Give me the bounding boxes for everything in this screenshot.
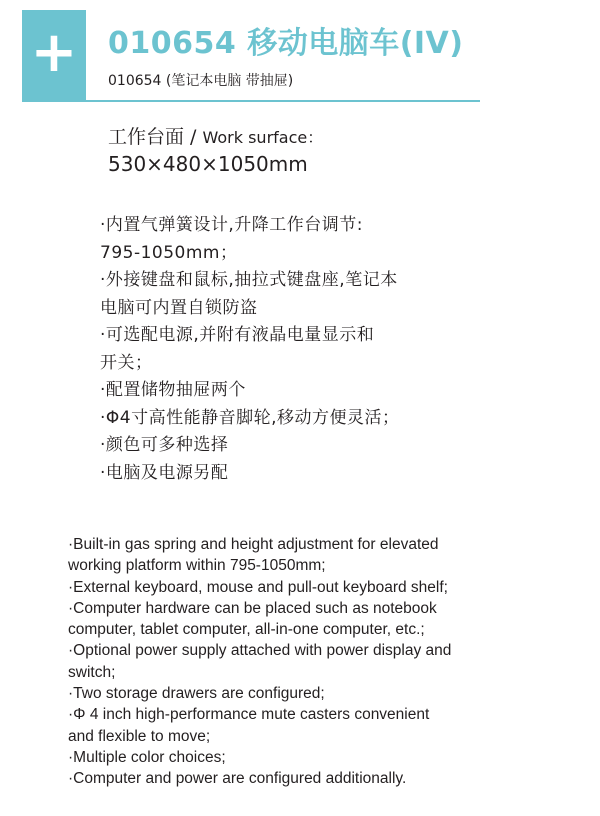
feature-cn-item: ·配置储物抽屉两个: [100, 380, 246, 400]
feature-cn-item: ·可选配电源,并附有液晶电量显示和 开关；: [100, 325, 375, 373]
feature-cn-item: ·外接键盘和鼠标,抽拉式键盘座,笔记本 电脑可内置自锁防盗: [100, 270, 398, 318]
header-accent-block: [22, 10, 86, 100]
work-surface-label-en: Work surface：: [202, 128, 324, 147]
feature-en-item: ·Two storage drawers are configured;: [68, 685, 325, 703]
product-subtitle: 010654 (笔记本电脑 带抽屉): [108, 73, 294, 89]
work-surface-label-cn: 工作台面 /: [108, 126, 203, 148]
feature-en-item: ·Built-in gas spring and height adjustment for elevated working platform within 795-1050mm;: [68, 536, 439, 575]
feature-en-item: ·Multiple color choices;: [68, 748, 226, 766]
work-surface-value: 530×480×1050mm: [108, 152, 308, 176]
feature-en-item: ·Computer hardware can be placed such as notebook computer, tablet computer, all-in-one computer, etc.;: [68, 599, 437, 639]
plus-icon: +: [30, 20, 78, 85]
features-en-list: [68, 534, 451, 790]
work-surface-label: [108, 122, 323, 149]
feature-en-item: ·Optional power supply attached with power display and switch;: [68, 642, 452, 681]
feature-cn-item: ·内置气弹簧设计,升降工作台调节: 795-1050mm；: [100, 215, 364, 263]
feature-cn-item: ·电脑及电源另配: [100, 462, 229, 483]
header-divider: [22, 100, 480, 102]
feature-en-item: ·Computer and power are configured additionally.: [68, 770, 407, 788]
feature-en-item: ·External keyboard, mouse and pull-out keyboard shelf;: [68, 578, 448, 596]
feature-cn-item: ·颜色可多种选择: [100, 435, 229, 455]
product-title: 010654 移动电脑车(IV): [108, 26, 464, 61]
feature-cn-item: ·Φ4寸高性能静音脚轮,移动方便灵活；: [100, 407, 400, 428]
features-cn-list: [100, 212, 400, 487]
feature-en-item: ·Φ 4 inch high-performance mute casters convenient and flexible to move;: [68, 706, 430, 745]
